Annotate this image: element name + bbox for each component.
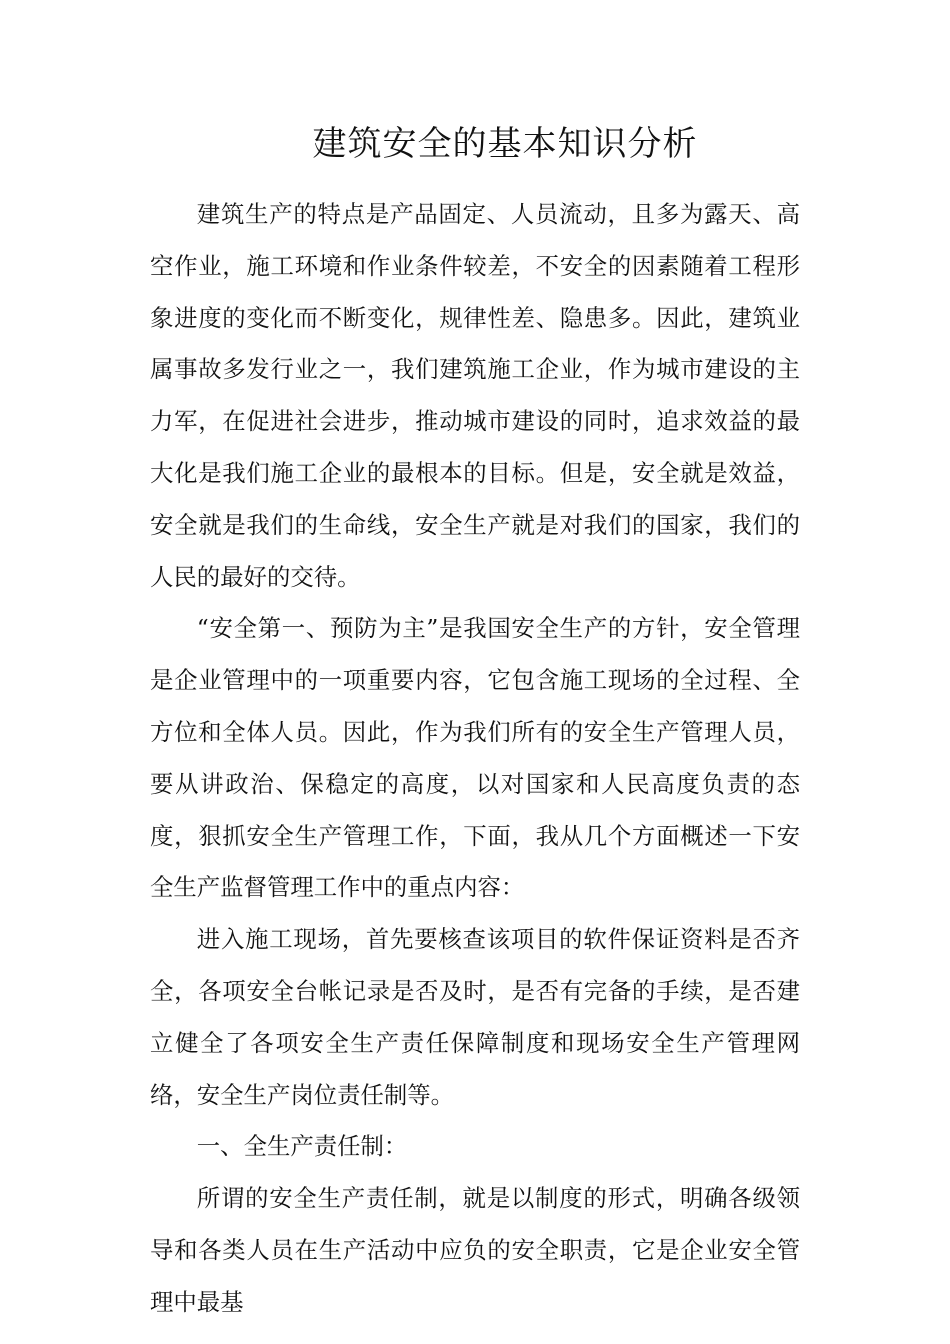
paragraph-4: 所谓的安全生产责任制，就是以制度的形式，明确各级领导和各类人员在生产活动中应负的安全职责，它是企业安全管理中最基 <box>150 1184 800 1316</box>
document-title: 建筑安全的基本知识分析 <box>312 124 698 164</box>
paragraph-1: 建筑生产的特点是产品固定、人员流动，且多为露天、高空作业，施工环境和作业条件较差，不安全的因素随着工程形象进度的变化而不断变化，规律性差、隐患多。因此，建筑业属事故多发行业之一，我们建筑施工企业，作为城市建设的主力军，在促进社会进步，推动城市建设的同时，追求效益的最大化是我们施工企业的最根本的目标。但是，安全就是效益，安全就是我们的生命线，安全生产就是对我们的国家，我们的人民的最好的交待。 <box>150 200 800 591</box>
section-heading-1: 一、全生产责任制： <box>196 1132 408 1161</box>
paragraph-2: “安全第一、预防为主”是我国安全生产的方针，安全管理是企业管理中的一项重要内容，它包含施工现场的全过程、全方位和全体人员。因此，作为我们所有的安全生产管理人员，要从讲政治、保稳定的高度，以对国家和人民高度负责的态度，狠抓安全生产管理工作，下面，我从几个方面概述一下安全生产监督管理工作中的重点内容： <box>150 614 800 902</box>
paragraph-3: 进入施工现场，首先要核查该项目的软件保证资料是否齐全，各项安全台帐记录是否及时，是否有完备的手续，是否建立健全了各项安全生产责任保障制度和现场安全生产管理网络，安全生产岗位责任制等。 <box>150 925 800 1109</box>
document-body <box>150 189 800 1329</box>
